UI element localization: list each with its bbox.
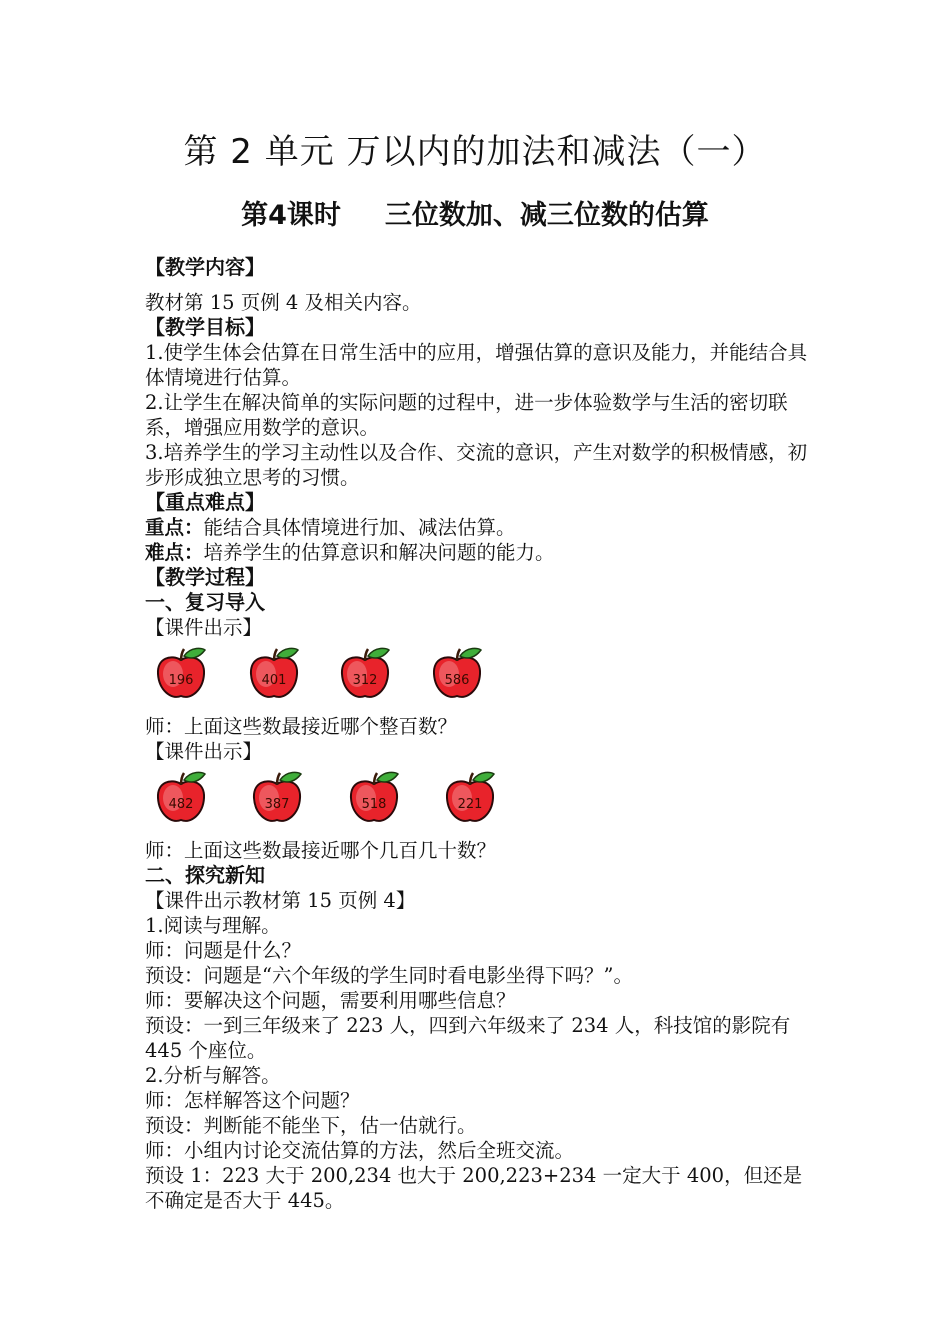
preset-line-1: 预设：问题是“六个年级的学生同时看电影坐得下吗？”。 [145, 964, 633, 987]
difficulty-text: 培养学生的估算意识和解决问题的能力。 [203, 541, 555, 564]
apple-number: 196 [168, 673, 194, 688]
apple-icon [337, 646, 393, 702]
apple-icon [429, 646, 485, 702]
courseware-show-2: 【课件出示】 [145, 740, 263, 763]
goal-item-3: 3.培养学生的学习主动性以及合作、交流的意识，产生对数学的积极情感，初步形成独立思考的习惯。 [145, 441, 808, 489]
courseware-show-3: 【课件出示教材第 15 页例 4】 [145, 889, 416, 912]
preset-line-4: 预设 1：223 大于 200,234 也大于 200,223+234 一定大于 400，但还是不确定是否大于 445。 [145, 1164, 803, 1212]
apple-number: 518 [361, 797, 387, 812]
teacher-line-3: 师：怎样解答这个问题？ [145, 1089, 360, 1112]
lesson-subtitle [0, 198, 950, 234]
part-heading-review: 一、复习导入 [145, 590, 265, 614]
key-point [145, 515, 810, 540]
goal-item-2: 2.让学生在解决简单的实际问题的过程中，进一步体验数学与生活的密切联系，增强应用数学的意识。 [145, 391, 788, 439]
apple-icon [249, 770, 305, 826]
document-title: 第 2 单元 万以内的加法和减法（一） [183, 132, 767, 172]
part-heading-explore: 二、探究新知 [145, 863, 265, 887]
section-heading-content: 【教学内容】 [145, 255, 265, 279]
apple-icon [153, 770, 209, 826]
section-heading-process: 【教学过程】 [145, 565, 265, 589]
lesson-number: 第4课时 [241, 200, 341, 231]
key-point-label: 重点： [145, 516, 204, 539]
step-read-understand: 1.阅读与理解。 [145, 914, 281, 937]
difficulty-label: 难点： [145, 541, 204, 564]
apple-number: 586 [444, 673, 470, 688]
content-text: 教材第 15 页例 4 及相关内容。 [145, 291, 422, 314]
apple-number: 387 [264, 797, 290, 812]
apple-icon [246, 646, 302, 702]
section-heading-key-points: 【重点难点】 [145, 490, 265, 514]
teacher-line-2: 师：要解决这个问题，需要利用哪些信息？ [145, 989, 516, 1012]
courseware-show-1: 【课件出示】 [145, 616, 263, 639]
apple-row-1 [145, 646, 810, 708]
key-point-text: 能结合具体情境进行加、减法估算。 [203, 516, 516, 539]
apple-icon [346, 770, 402, 826]
teacher-question-2: 师：上面这些数最接近哪个几百几十数？ [145, 839, 497, 862]
goal-item-1: 1.使学生体会估算在日常生活中的应用，增强估算的意识及能力，并能结合具体情境进行估算。 [145, 341, 808, 389]
section-heading-goals: 【教学目标】 [145, 315, 265, 339]
apple-number: 401 [261, 673, 287, 688]
teacher-line-1: 师：问题是什么？ [145, 939, 302, 962]
lesson-topic: 三位数加、减三位数的估算 [384, 200, 709, 231]
difficulty-point [145, 540, 810, 565]
apple-icon [153, 646, 209, 702]
teacher-question-1: 师：上面这些数最接近哪个整百数？ [145, 715, 458, 738]
preset-line-2: 预设：一到三年级来了 223 人，四到六年级来了 234 人，科技馆的影院有 445 个座位。 [145, 1014, 791, 1062]
teacher-line-4: 师：小组内讨论交流估算的方法，然后全班交流。 [145, 1139, 575, 1162]
apple-number: 221 [457, 797, 483, 812]
apple-icon [442, 770, 498, 826]
step-analyze-answer: 2.分析与解答。 [145, 1064, 281, 1087]
apple-row-2 [145, 770, 810, 832]
preset-line-3: 预设：判断能不能坐下，估一估就行。 [145, 1114, 477, 1137]
apple-number: 482 [168, 797, 194, 812]
document-body [145, 255, 810, 1213]
apple-number: 312 [352, 673, 378, 688]
